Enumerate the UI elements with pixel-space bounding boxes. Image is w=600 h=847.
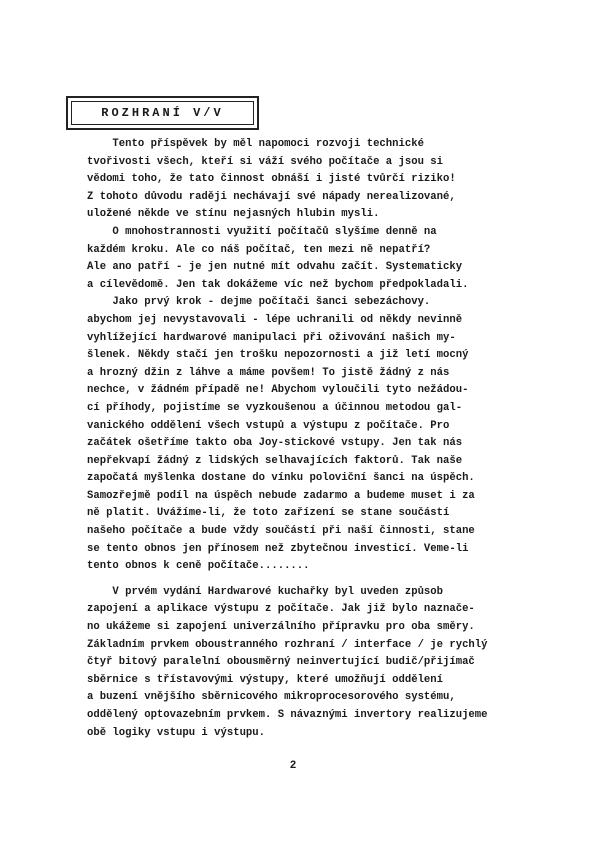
article-body [87,136,547,742]
text-line: sběrnice s třístavovými výstupy, které umožňují oddělení [87,673,444,686]
text-line: V prvém vydání Hardwarové kuchařky byl uveden způsob [87,585,444,598]
text-line: O mnohostrannosti využití počítačů slyšíme denně na [87,225,437,238]
text-line: započatá myšlenka dostane do vínku poloviční šanci na úspěch. [87,472,475,485]
text-line: ně platit. Uvážíme-li, že toto zařízení se stane součástí [87,507,450,520]
text-line: Z tohoto důvodu raději nechávají své nápady nerealizované, [87,190,456,203]
text-line: Ale ano patří - je jen nutné mít odvahu začít. Systematicky [87,261,463,274]
text-line: a cílevědomě. Jen tak dokážeme víc než bychom předpokladali. [87,278,469,291]
text-line: zapojení a aplikace výstupu z počítače. Jak již bylo naznače- [87,603,475,616]
text-line: Tento příspěvek by měl napomoci rozvoji technické [87,138,424,150]
text-line: tvořivosti všech, kteří si váží svého počítače a jsou si [87,155,444,168]
text-line: oddělený optovazebním prvkem. S návaznými invertory realizujeme [87,709,488,721]
text-line: vědomi toho, že tato činnost obnáší i jisté tvůrčí riziko! [87,173,456,186]
text-line: a hrozný džin z láhve a máme povšem! To jistě žádný z nás [87,366,450,379]
text-line: cí příhody, pojistíme se vyzkoušenou a účinnou metodou gal- [87,401,463,414]
text-line: a buzení vnějšího sběrnicového mikroprocesorového systému, [87,691,456,704]
text-line: se tento obnos jen přínosem než zbytečnou investicí. Veme-li [87,542,469,555]
text-line: čtyř bitový paralelní obousměrný neinvertující budič/přijímač [87,656,475,669]
text-line: nechce, v žádném případě ne! Abychom vyloučili tyto nežádou- [87,384,469,397]
text-line: vyhlížející hardwarové manipulaci při oživování našich my- [87,331,456,344]
text-line: nepřekvapí žádný z lidských selhavajících faktorů. Tak naše [87,454,463,467]
text-line: šlenek. Někdy stačí jen trošku nepozornosti a již letí mocný [87,349,469,362]
text-line: začátek ošetříme takto oba Joy-stickové vstupy. Jen tak nás [87,437,463,450]
section-title: ROZHRANÍ V/V [101,106,224,120]
text-line: obě logiky vstupu i výstupu. [87,726,266,739]
section-title-box [66,96,259,130]
text-line: našeho počítače a bude vždy součástí při naší činnosti, stane [87,525,475,538]
text-line: abychom jej nevystavovali - lépe uchranili od někdy nevinně [87,313,463,326]
text-line: Základním prvkem oboustranného rozhraní / interface / je rychlý [87,638,488,651]
paragraph-1 [87,136,547,224]
text-line: Jako prvý krok - dejme počítači šanci sebezáchovy. [87,296,431,309]
text-line: vanického oddělení všech vstupů a výstupu z počítače. Pro [87,419,450,432]
paragraph-4 [87,584,547,742]
text-line: Samozřejmě podíl na úspěch nebude zadarmo a budeme muset i za [87,489,475,502]
text-line: no ukážeme si zapojení univerzálního přípravku pro oba směry. [87,621,475,634]
text-line: uložené někde ve stínu nejasných hlubin mysli. [87,208,380,221]
page-number: 2 [289,760,297,772]
paragraph-3 [87,294,547,576]
text-line: tento obnos k ceně počítače........ [87,560,310,573]
paragraph-gap [87,576,547,584]
paragraph-2 [87,224,547,294]
text-line: každém kroku. Ale co náš počítač, ten mezi ně nepatří? [87,243,431,256]
